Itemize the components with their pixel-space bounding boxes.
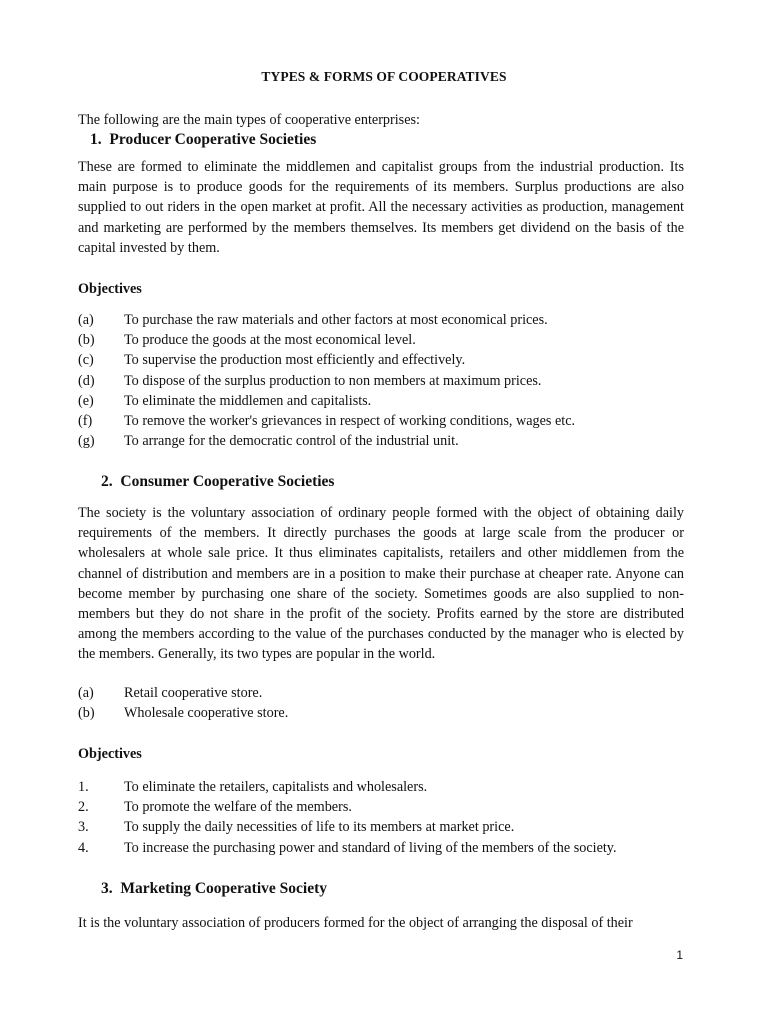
list-item: (b) Wholesale cooperative store. bbox=[78, 705, 289, 722]
list-item: (b) To produce the goods at the most economical level. bbox=[78, 332, 416, 349]
list-item: (d) To dispose of the surplus production to non members at maximum prices. bbox=[78, 372, 542, 389]
objectives-heading-consumer: Objectives bbox=[78, 746, 142, 762]
list-item: (c) To supervise the production most efficiently and effectively. bbox=[78, 352, 466, 369]
section-heading-producer: 1. Producer Cooperative Societies bbox=[90, 131, 317, 148]
consumer-types-list bbox=[78, 683, 698, 723]
list-item: (a) Retail cooperative store. bbox=[78, 685, 263, 701]
objectives-list-producer bbox=[78, 310, 698, 451]
section-paragraph-producer: These are formed to eliminate the middlemen and capitalist groups from the industrial production. Its main purpose is to produce goods for the requirements of its members. Surplus productions are also supplied to out riders in the open market at profit. All the necessary activities as production, management and marketing are performed by the members themselves. Its members get dividend on the basis of the capital invested by them. bbox=[78, 159, 684, 256]
list-item: (g) To arrange for the democratic control of the industrial unit. bbox=[78, 433, 459, 450]
page-number: 1 bbox=[676, 948, 683, 962]
section-heading-marketing: 3. Marketing Cooperative Society bbox=[101, 880, 327, 897]
page-title: TYPES & FORMS OF COOPERATIVES bbox=[261, 69, 507, 84]
section-paragraph-consumer: The society is the voluntary association of ordinary people formed with the object of obtaining daily requirements of the members. It directly purchases the goods at large scale from the producer or wholesalers at whole sale price. It thus eliminates capitalists, retailers and other middlemen from the channel of distribution and members are in a position to make their purchase at cheaper rate. Anyone can become member by purchasing one share of the society. Sometimes goods are also supplied to non-members but they do not share in the profit of the society. Profits earned by the store are distributed among the members according to the value of the purchases conducted by the manager who is elected by the members. Generally, its two types are popular in the world. bbox=[78, 505, 684, 663]
list-item: 1. To eliminate the retailers, capitalists and wholesalers. bbox=[78, 779, 428, 795]
list-item: 4. To increase the purchasing power and standard of living of the members of the society. bbox=[78, 839, 617, 856]
list-item: (f) To remove the worker's grievances in respect of working conditions, wages etc. bbox=[78, 412, 576, 429]
intro-text: The following are the main types of cooperative enterprises: bbox=[78, 112, 420, 128]
objectives-list-consumer bbox=[78, 777, 698, 858]
list-item: 3. To supply the daily necessities of life to its members at market price. bbox=[78, 819, 515, 836]
objectives-heading-producer: Objectives bbox=[78, 281, 142, 297]
section-paragraph-marketing: It is the voluntary association of producers formed for the object of arranging the disposal of their bbox=[78, 915, 633, 931]
list-item: (e) To eliminate the middlemen and capitalists. bbox=[78, 392, 372, 409]
list-item: (a) To purchase the raw materials and other factors at most economical prices. bbox=[78, 312, 548, 328]
list-item: 2. To promote the welfare of the members. bbox=[78, 799, 352, 816]
section-heading-consumer: 2. Consumer Cooperative Societies bbox=[101, 473, 335, 490]
